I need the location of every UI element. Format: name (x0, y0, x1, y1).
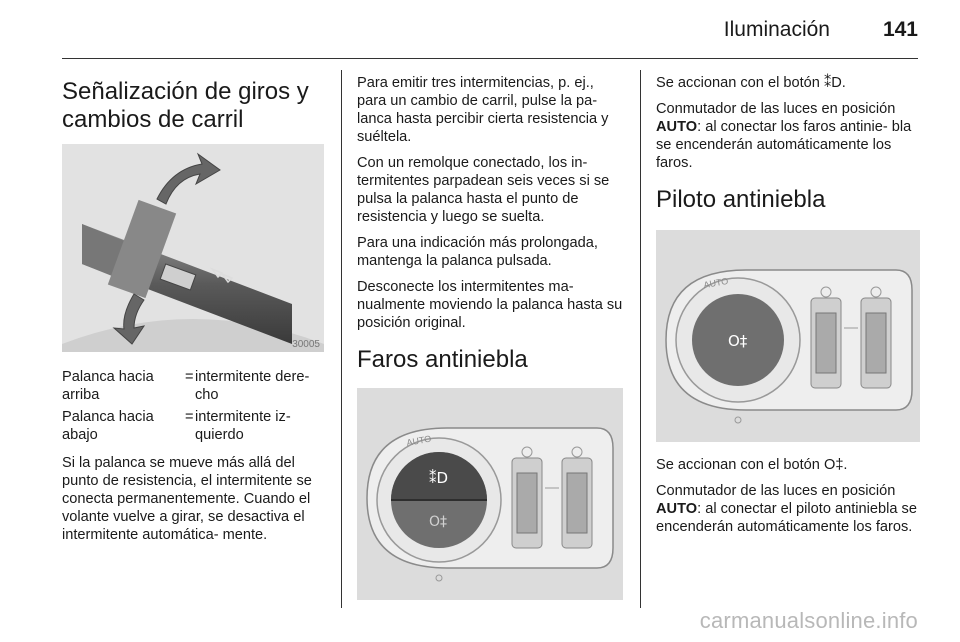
column-2 (357, 70, 623, 600)
legend-term: Palanca hacia arriba (62, 369, 154, 403)
legend-equals: = (185, 369, 194, 385)
paragraph-rear-fog-button (656, 456, 920, 474)
text: Se accionan con el botón (656, 457, 820, 473)
paragraph-rear-fog-auto (656, 482, 920, 536)
paragraph-front-fog-auto (656, 100, 920, 172)
heading-turn-signals: Señalización de giros y cambios de carril (62, 78, 309, 133)
text: Se accionan con el botón (656, 75, 820, 91)
figure-auto-label: AUTO (702, 275, 729, 291)
page-number: 141 (882, 18, 918, 41)
header-rule (62, 58, 918, 59)
light-switch-front-fog-illustration (357, 388, 623, 600)
turn-signal-lever-illustration (62, 144, 324, 352)
paragraph-three-blinks: Para emitir tres intermitencias, p. ej., para un cambio de carril, pulse la pa- lanca hasta percibir cierta resistencia y suéltela. (357, 75, 609, 145)
front-fog-lamp-icon: ⁑D (429, 469, 449, 487)
auto-keyword: AUTO (656, 119, 698, 135)
rear-fog-lamp-icon: O‡ (728, 332, 748, 350)
rear-fog-lamp-icon: O‡. (823, 457, 848, 473)
figure-front-fog-switch (357, 388, 623, 600)
text: : al conectar los faros antinie- bla se encenderán automáticamente los faros. (656, 119, 912, 171)
legend-equals: = (185, 409, 194, 425)
figure-turn-signal-lever (62, 144, 324, 352)
heading-fog-lights: Faros antiniebla (357, 346, 528, 373)
light-switch-rear-fog-illustration (656, 230, 920, 442)
figure-rear-fog-switch (656, 230, 920, 442)
paragraph-front-fog-button (656, 74, 920, 92)
heading-rear-fog: Piloto antiniebla (656, 186, 826, 213)
paragraph-long-indication: Para una indicación más prolongada, mantenga la palanca pulsada. (357, 235, 598, 269)
legend-definition: intermitente iz- quierdo (195, 409, 291, 443)
column-3 (656, 70, 920, 544)
legend-term: Palanca hacia abajo (62, 409, 154, 443)
front-fog-lamp-icon: ⁑D. (823, 75, 846, 91)
text: : al conectar el piloto antiniebla se encenderán automáticamente los faros. (656, 501, 917, 535)
column-divider-1 (341, 70, 342, 608)
legend-row (62, 368, 324, 404)
rear-fog-lamp-icon: O‡ (429, 514, 448, 530)
paragraph-permanent-signal: Si la palanca se mueve más allá del punto de resistencia, el intermitente se conecta permanentemente. Cuando el volante vuelve a girar, se desactiva el intermitente automática- mente. (62, 455, 312, 543)
watermark: carmanualsonline.info (699, 608, 918, 633)
paragraph-trailer: Con un remolque conectado, los in- termitentes parpadean seis veces si se pulsa la palanca hasta el punto de resistencia y luego se suelta. (357, 155, 610, 225)
auto-keyword: AUTO (656, 501, 698, 517)
legend-row (62, 408, 324, 444)
legend-definition: intermitente dere- cho (195, 369, 310, 403)
legend (62, 368, 324, 444)
text: Conmutador de las luces en posición (656, 483, 896, 499)
column-divider-2 (640, 70, 641, 608)
paragraph-disconnect: Desconecte los intermitentes ma- nualmente moviendo la palanca hasta su posición original. (357, 279, 623, 331)
section-title: Iluminación (723, 18, 830, 41)
text: Conmutador de las luces en posición (656, 101, 896, 117)
figure-number: 30005 (292, 339, 320, 350)
column-1 (62, 70, 324, 552)
figure-auto-label: AUTO (405, 433, 432, 448)
